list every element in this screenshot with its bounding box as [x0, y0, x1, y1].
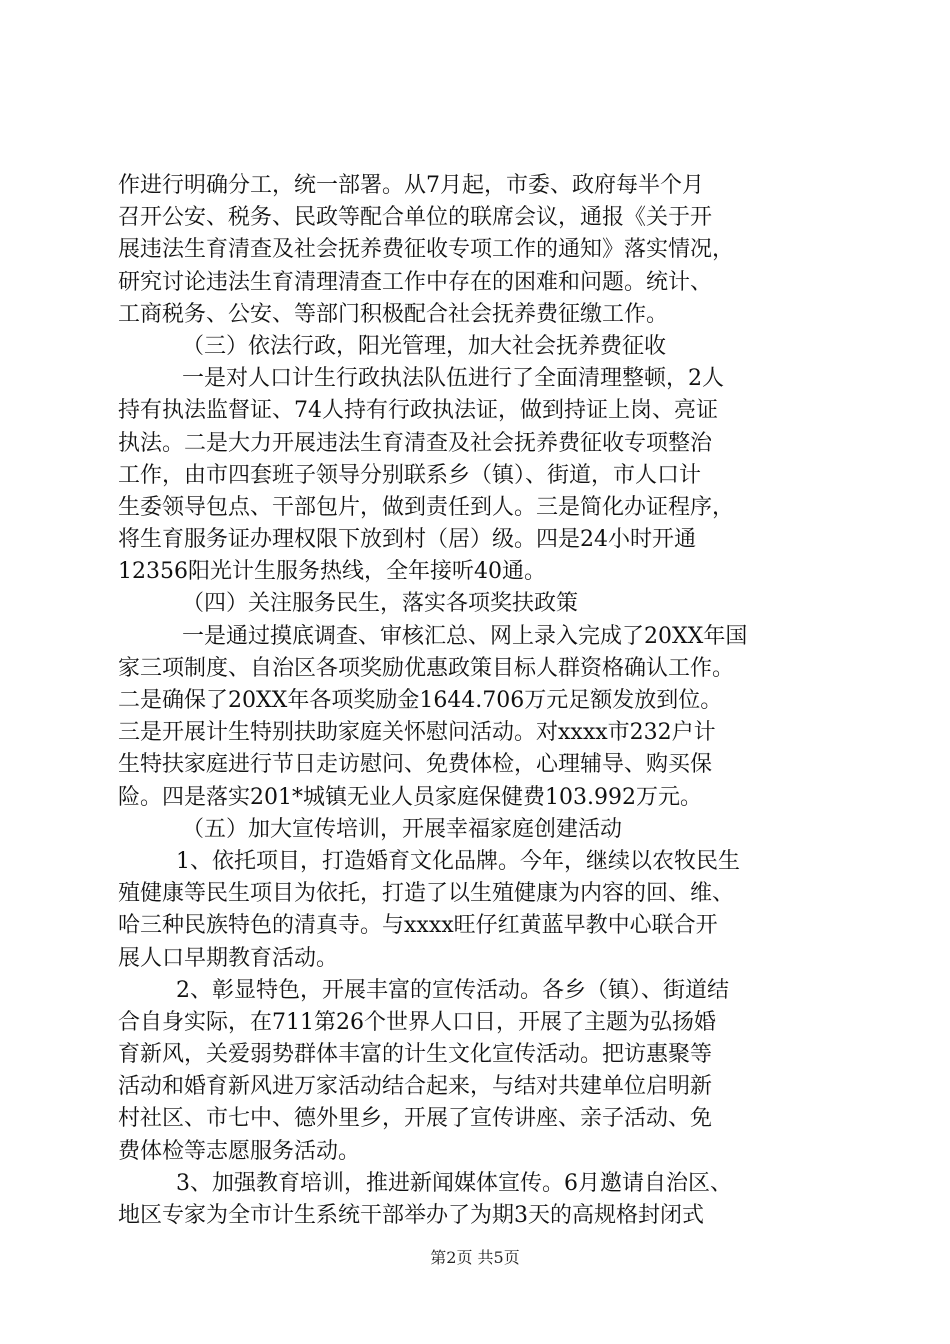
document-body — [118, 170, 830, 1232]
text-line: 召开公安、税务、民政等配合单位的联席会议，通报《关于开 — [118, 205, 713, 231]
text-line: 育新风，关爱弱势群体丰富的计生文化宣传活动。把访惠聚等 — [118, 1042, 713, 1068]
text-line: 村社区、市七中、德外里乡，开展了宣传讲座、亲子活动、免 — [118, 1106, 713, 1132]
text-line: 生特扶家庭进行节日走访慰问、免费体检，心理辅导、购买保 — [118, 752, 713, 778]
page-number: 第2页 共5页 — [430, 1248, 520, 1267]
text-line: 活动和婚育新风进万家活动结合起来，与结对共建单位启明新 — [118, 1074, 713, 1100]
text-line: 三是开展计生特别扶助家庭关怀慰问活动。对xxxx市232户计 — [118, 720, 716, 746]
text-line: 一是对人口计生行政执法队伍进行了全面清理整顿，2人 — [182, 366, 724, 392]
section-heading: （五）加大宣传培训，开展幸福家庭创建活动 — [182, 816, 623, 842]
text-line: 费体检等志愿服务活动。 — [118, 1138, 361, 1164]
text-line: 作进行明确分工，统一部署。从7月起，市委、政府每半个月 — [118, 173, 704, 198]
text-line: 哈三种民族特色的清真寺。与xxxx旺仔红黄蓝早教中心联合开 — [118, 913, 718, 939]
text-line: 一是通过摸底调查、审核汇总、网上录入完成了20XX年国 — [182, 623, 748, 649]
text-line: 3、加强教育培训，推进新闻媒体宣传。6月邀请自治区、 — [176, 1170, 732, 1196]
text-line: 研究讨论违法生育清理清查工作中存在的困难和问题。统计、 — [118, 269, 713, 295]
text-line: 家三项制度、自治区各项奖励优惠政策目标人群资格确认工作。 — [118, 655, 735, 681]
text-line: 合自身实际，在711第26个世界人口日，开展了主题为弘扬婚 — [118, 1009, 716, 1035]
text-line: 展人口早期教育活动。 — [118, 945, 339, 971]
text-line: 12356阳光计生服务热线，全年接听40通。 — [118, 559, 546, 585]
text-line: 展违法生育清查及社会抚养费征收专项工作的通知》落实情况， — [118, 237, 735, 263]
text-line: 地区专家为全市计生系统干部举办了为期3天的高规格封闭式 — [118, 1203, 704, 1228]
text-line: 持有执法监督证、74人持有行政执法证，做到持证上岗、亮证 — [118, 398, 718, 424]
text-line: 2、彰显特色，开展丰富的宣传活动。各乡（镇）、街道结 — [176, 977, 729, 1003]
text-line: 工商税务、公安、等部门积极配合社会抚养费征缴工作。 — [118, 301, 669, 327]
text-line: 将生育服务证办理权限下放到村（居）级。四是24小时开通 — [118, 527, 696, 553]
text-line: 执法。二是大力开展违法生育清查及社会抚养费征收专项整治 — [118, 430, 713, 456]
text-line: 险。四是落实201*城镇无业人员家庭保健费103.992万元。 — [118, 784, 702, 810]
page-footer — [0, 1247, 950, 1269]
section-heading: （四）关注服务民生，落实各项奖扶政策 — [182, 591, 579, 617]
text-line: 1、依托项目，打造婚育文化品牌。今年，继续以农牧民生 — [176, 848, 740, 874]
text-line: 二是确保了20XX年各项奖励金1644.706万元足额发放到位。 — [118, 688, 723, 713]
text-line: 生委领导包点、干部包片，做到责任到人。三是简化办证程序， — [118, 494, 735, 520]
text-line: 殖健康等民生项目为依托，打造了以生殖健康为内容的回、维、 — [118, 881, 735, 907]
text-line: 工作，由市四套班子领导分别联系乡（镇）、街道，市人口计 — [118, 462, 702, 488]
section-heading: （三）依法行政，阳光管理，加大社会抚养费征收 — [182, 333, 667, 359]
